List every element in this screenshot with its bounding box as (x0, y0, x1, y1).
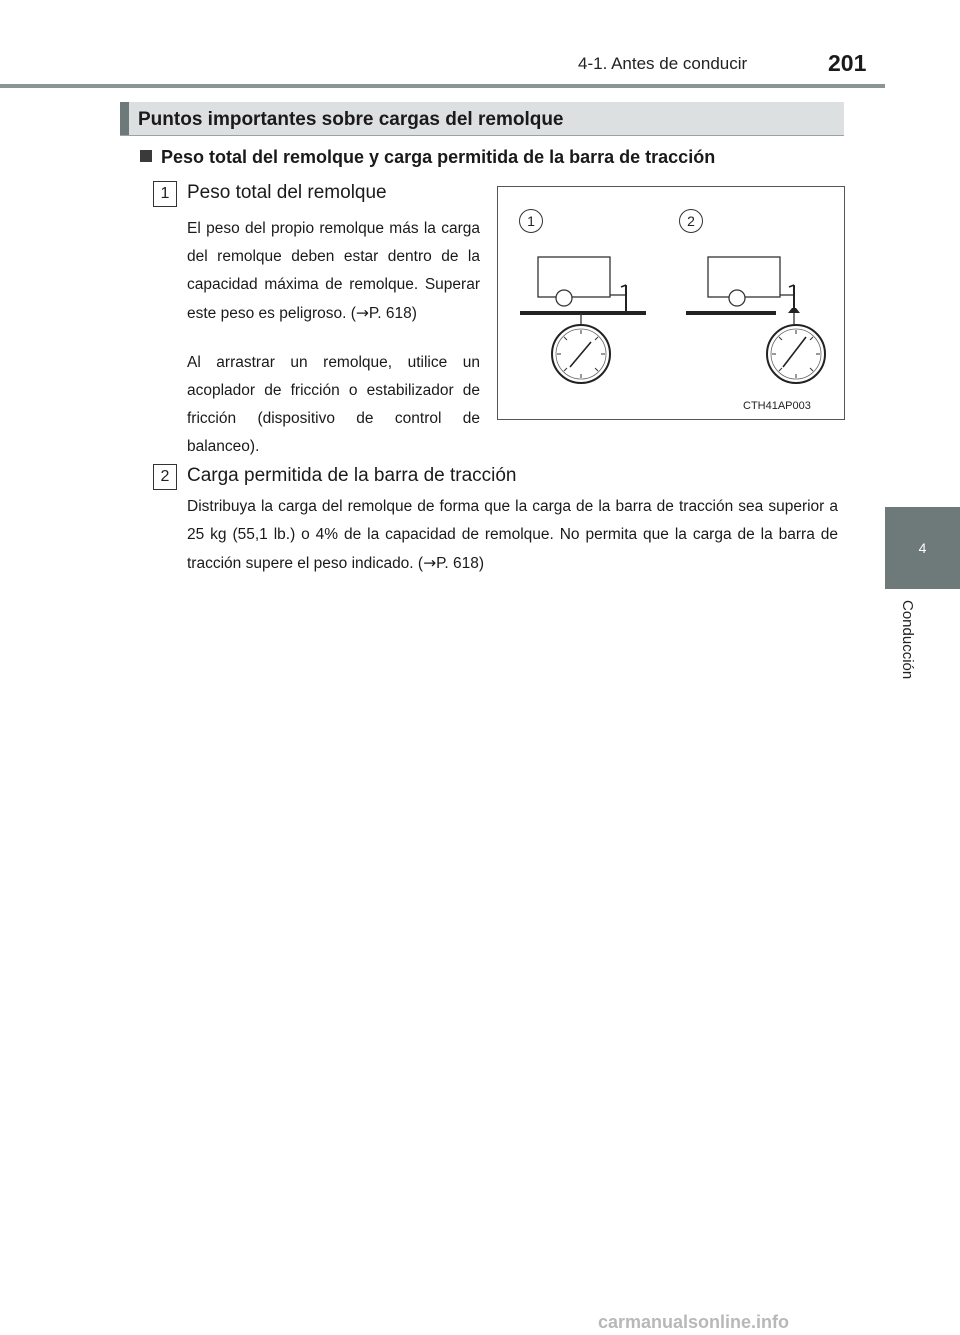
arrow-right-icon: → (355, 304, 369, 322)
header-rule (0, 84, 960, 88)
figure-label-2: 2 (679, 209, 703, 233)
trailer-body-2 (708, 257, 780, 297)
item-2-page-reference[interactable]: P. 618 (436, 555, 479, 572)
arrow-right-icon: → (423, 554, 437, 572)
chapter-tab[interactable]: 4 (885, 507, 960, 589)
figure-label-1: 1 (519, 209, 543, 233)
trailer-wheel-1 (556, 290, 572, 306)
section-accent (120, 102, 129, 135)
item-1-page-reference[interactable]: P. 618 (368, 305, 412, 322)
trailer-diagram-drawing (498, 187, 844, 419)
item-2-title: Carga permitida de la barra de tracción (187, 465, 517, 486)
item-2-paragraph-1-text: Distribuya la carga del remolque de forma que la carga de la barra de tracción sea superior a 25 kg (55,1 lb.) o 4% de la capacidad de remolque. No permita que la carga de la barra de tracción supere el peso indicado. (187, 498, 838, 572)
chapter-label: Conducción (899, 600, 916, 680)
item-1-paragraph-2: Al arrastrar un remolque, utilice un acoplador de fricción o estabilizador de fricción (dispositivo de control de balanceo). (187, 354, 480, 455)
header-section-title: 4-1. Antes de conducir (578, 54, 748, 73)
trailer-diagram (497, 186, 845, 420)
watermark: carmanualsonline.info (598, 1312, 790, 1332)
section-title-box (120, 102, 844, 136)
side-bar-upper (885, 84, 960, 507)
trailer-wheel-2 (729, 290, 745, 306)
page-number: 201 (828, 50, 867, 76)
item-2-number-badge: 2 (153, 464, 177, 490)
item-1-number-badge: 1 (153, 181, 177, 207)
item-1-title: Peso total del remolque (187, 182, 387, 203)
item-1-paragraph-1-text: El peso del propio remolque más la carga del remolque deben estar dentro de la capacidad máxima de remolque. Superar este peso es peligroso. (187, 220, 480, 322)
sub-heading (140, 147, 715, 168)
item-2-paragraph-1: Distribuya la carga del remolque de forma que la carga de la barra de tracción sea superior a 25 kg (55,1 lb.) o 4% de la capacidad de remolque. No permita que la carga de la barra de tracción supere el peso indicado. (→P. 618) (187, 498, 838, 572)
figure-code: CTH41AP003 (743, 400, 811, 412)
section-title: Puntos importantes sobre cargas del remolque (138, 109, 564, 130)
scale-platform-2 (788, 308, 800, 313)
sub-heading-text: Peso total del remolque y carga permitida de la barra de tracción (161, 147, 716, 167)
square-bullet-icon (140, 150, 152, 162)
trailer-body-1 (538, 257, 610, 297)
item-1-paragraph-1: El peso del propio remolque más la carga del remolque deben estar dentro de la capacidad máxima de remolque. Superar este peso es peligroso. (→P. 618) (187, 220, 480, 322)
